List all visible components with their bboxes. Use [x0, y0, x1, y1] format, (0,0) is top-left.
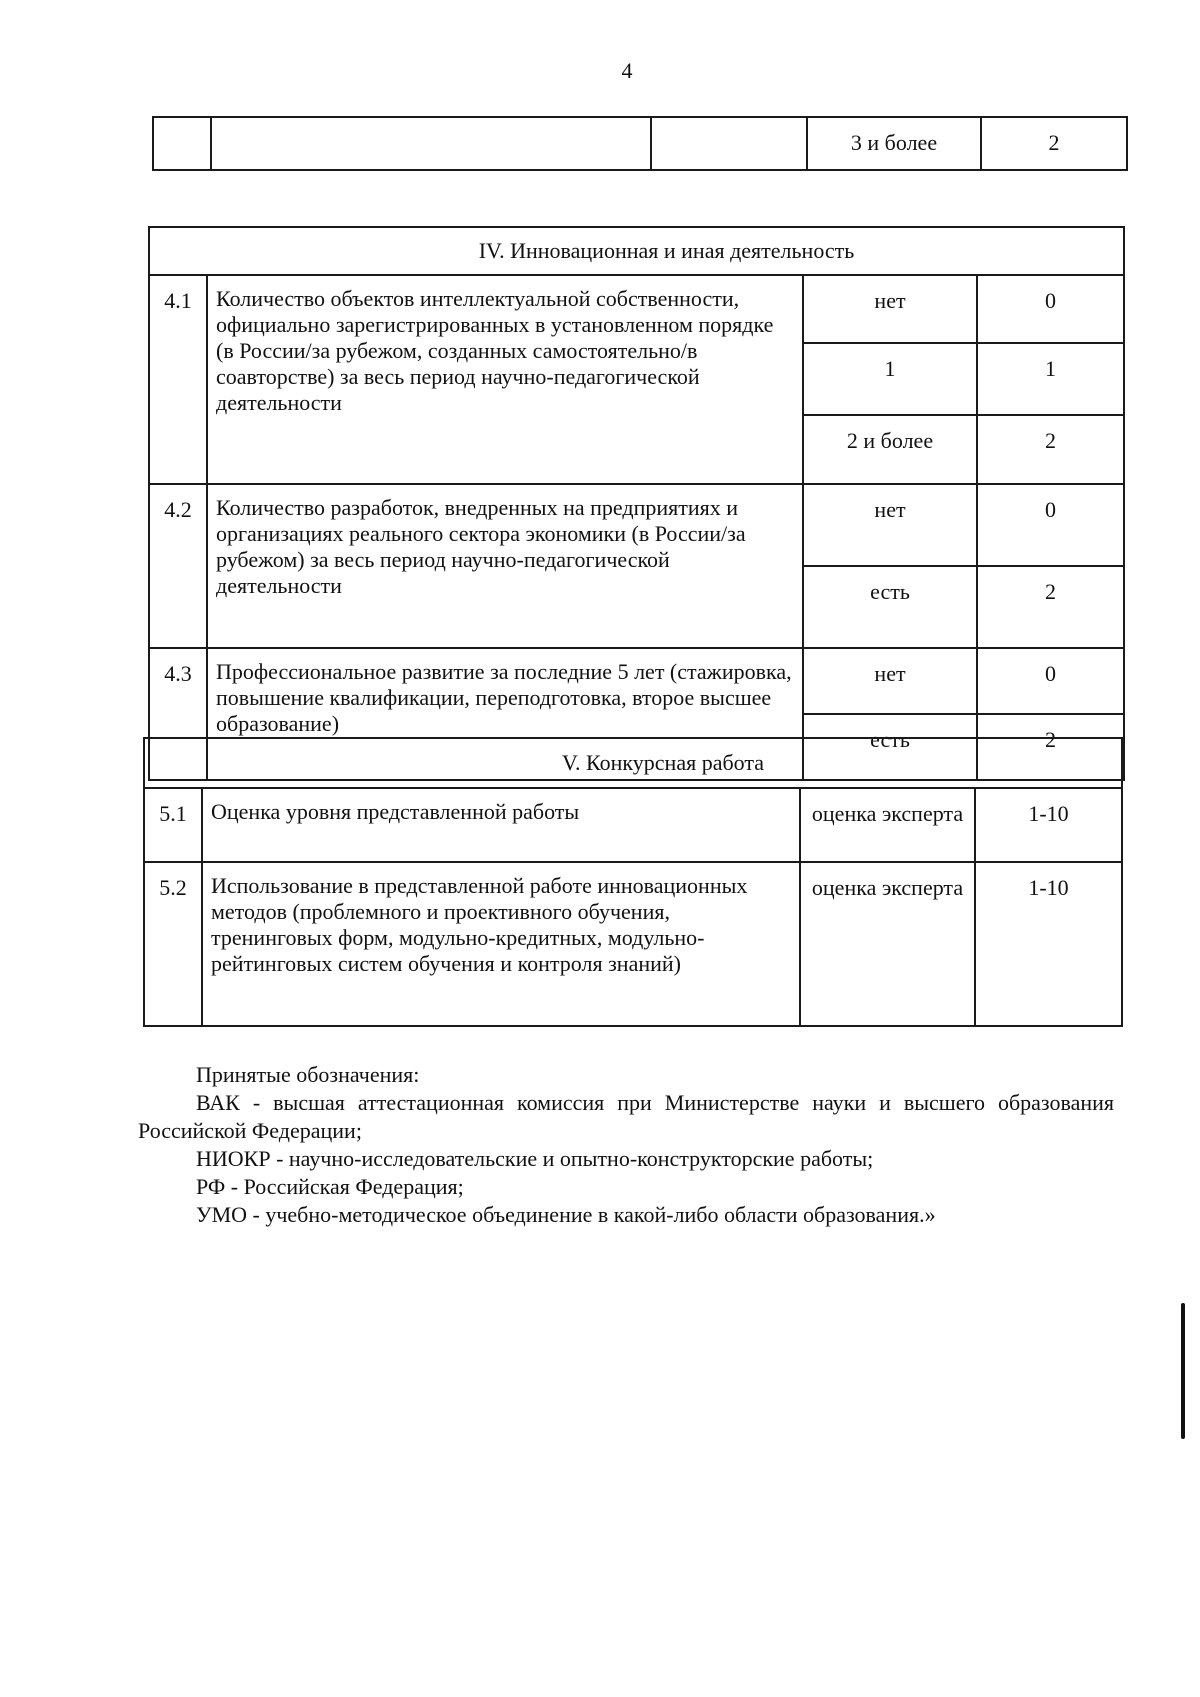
option-cell: есть: [803, 714, 977, 780]
legend-item: РФ - Российская Федерация;: [196, 1174, 464, 1199]
page-number: 4: [621, 58, 633, 83]
legend-heading: Принятые обозначения:: [196, 1062, 420, 1087]
row-number: 4.1: [149, 275, 207, 484]
legend-item: НИОКР - научно-исследовательские и опытно-конструкторские работы;: [196, 1146, 874, 1171]
table-row: [144, 788, 1122, 862]
points-cell: 1: [977, 343, 1124, 415]
empty-cell: [153, 117, 211, 170]
row-number: 4.2: [149, 484, 207, 648]
criterion-description: Количество объектов интеллектуальной собственности, официально зарегистрированных в установленном порядке (в России/за рубежом, созданных самостоятельно/в соавторстве) за весь период научно-педагогической деятельности: [207, 275, 803, 484]
criterion-description: Оценка уровня представленной работы: [202, 788, 800, 862]
row-number: 4.3: [149, 648, 207, 780]
section-iv-table: [148, 226, 1125, 781]
option-cell: оценка эксперта: [800, 788, 975, 862]
points-cell: 0: [977, 648, 1124, 714]
row-number: 5.2: [144, 862, 202, 1026]
row-number: 5.1: [144, 788, 202, 862]
abbreviations-legend: [138, 1061, 1114, 1229]
table-row: [149, 275, 1124, 343]
points-cell: 0: [977, 484, 1124, 566]
table-row: [149, 484, 1124, 566]
criterion-description: Использование в представленной работе инновационных методов (проблемного и проективного обучения, тренинговых форм, модульно-кредитных, модульно-рейтинговых систем обучения и контроля знаний): [202, 862, 800, 1026]
option-cell: нет: [803, 484, 977, 566]
option-cell: 2 и более: [803, 415, 977, 484]
table-row: [149, 648, 1124, 714]
margin-mark: [1181, 1303, 1185, 1439]
option-cell: 1: [803, 343, 977, 415]
points-cell: 1-10: [975, 788, 1122, 862]
table-row: [153, 117, 1127, 170]
option-cell: есть: [803, 566, 977, 648]
option-cell: нет: [803, 648, 977, 714]
points-cell: 2: [977, 415, 1124, 484]
empty-cell: [651, 117, 807, 170]
table-row: [144, 862, 1122, 1026]
points-cell: 1-10: [975, 862, 1122, 1026]
points-cell: 0: [977, 275, 1124, 343]
legend-item: УМО - учебно-методическое объединение в какой-либо области образования.»: [196, 1202, 936, 1227]
section-heading: V. Конкурсная работа: [144, 738, 1122, 788]
points-cell: 2: [981, 117, 1127, 170]
section-v-table: [143, 737, 1123, 1027]
empty-cell: [211, 117, 651, 170]
points-cell: 2: [977, 714, 1124, 780]
option-cell: нет: [803, 275, 977, 343]
criterion-description: Профессиональное развитие за последние 5 лет (стажировка, повышение квалификации, переподготовка, второе высшее образование): [207, 648, 803, 780]
section-heading: IV. Инновационная и иная деятельность: [149, 227, 1124, 275]
criterion-description: Количество разработок, внедренных на предприятиях и организациях реального сектора экономики (в России/за рубежом) за весь период научно-педагогической деятельности: [207, 484, 803, 648]
continuation-table: [152, 116, 1128, 171]
option-cell: 3 и более: [807, 117, 981, 170]
points-cell: 2: [977, 566, 1124, 648]
option-cell: оценка эксперта: [800, 862, 975, 1026]
legend-item: ВАК - высшая аттестационная комиссия при Министерстве науки и высшего образования Российской Федерации;: [138, 1090, 1114, 1143]
